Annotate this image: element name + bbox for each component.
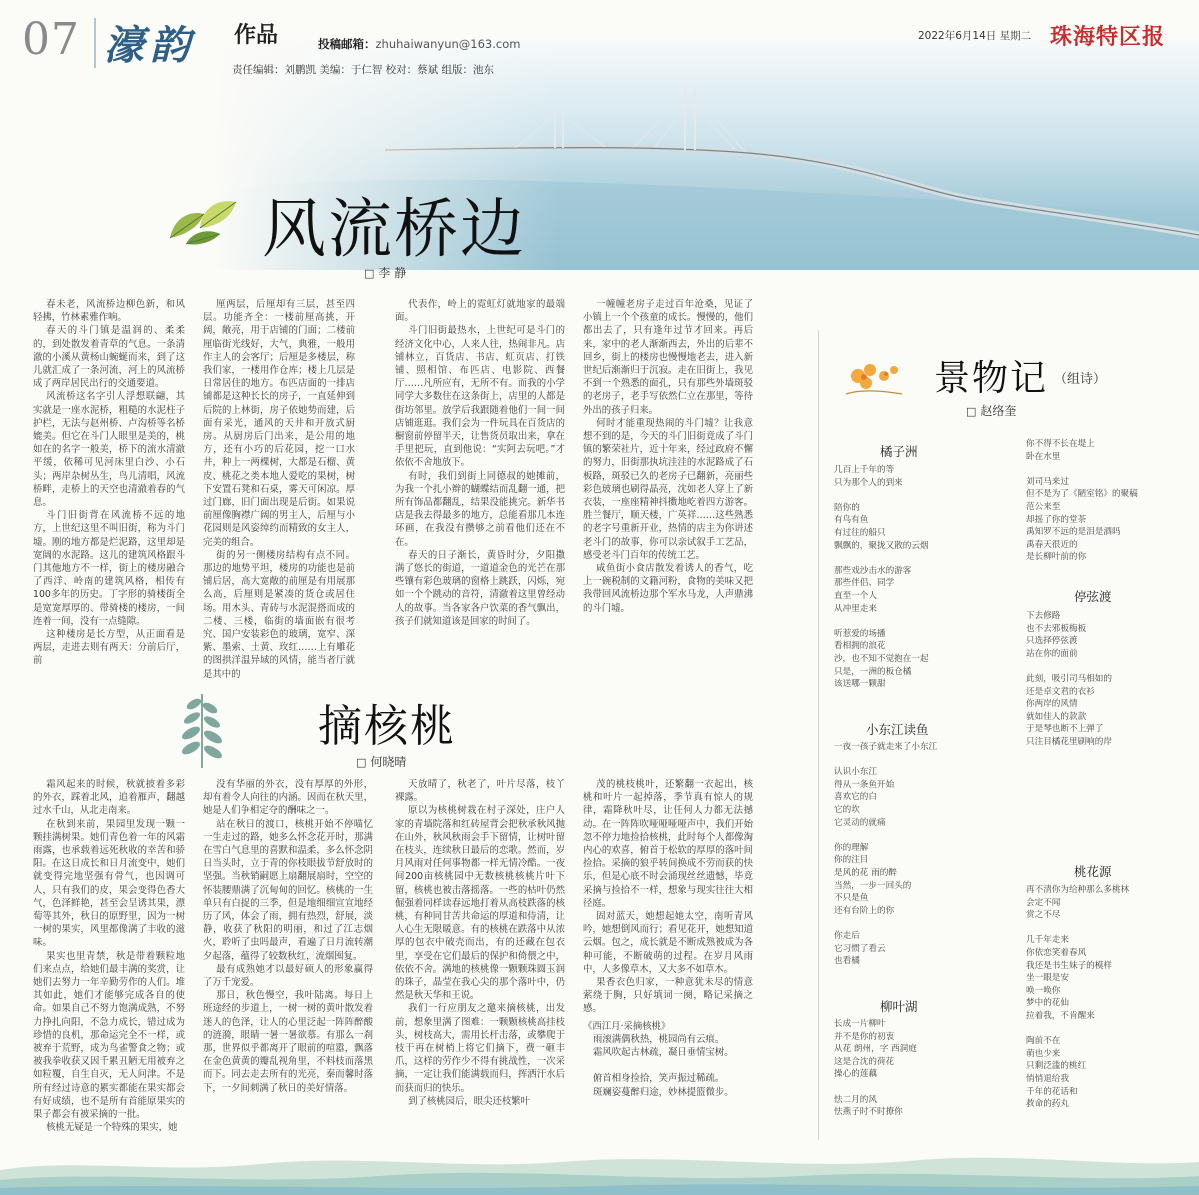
- paragraph: 固对蓝天，她想起她太空，南听青风吟，她想倒风而行；看见花开，她想知道云烟。包之，成长就是不断成熟被成为各种可能，不断破萌的过程。在岁月风雨中，人多像草木，又大多不如草木。: [583, 911, 753, 975]
- paragraph: 果实也里青禁，秋是带着颗粒地们来点点，给她们最丰满的奖赏，让她们去努力一年辛勤劳作的人们。堆其如此，她们才能够完成各自的使命。如果自己不努力饱满成熟，不努力挣扎向阳，不急力成长，错过成为珍惜的良机，那命运完全不一样，或被弃于荒野，成为鸟雀警食之物；或被我拳收获又因千累丑陋无用被弃之如粒覆，自生自灭，无人问津。不是所有经过诗意的累实都能在果实都会有好成绩，也不是所有首能原果实的果子都会有被采摘的一批。: [33, 950, 185, 1121]
- staff-credits: 责任编辑：刘鹏凯 美编：于仁智 校对：蔡斌 组版：池东: [232, 64, 495, 76]
- paragraph: 霜风起来的时候，秋就披着多彩的外衣，踩着北风，追着雁声，翻越过水千山，从北走南来。: [33, 779, 185, 817]
- ci-line: 斑斓姿蔓醉归途，妙林提篮微步。: [593, 1086, 734, 1098]
- paragraph: 街的另一侧楼房结构有点不同。那边的地势平坦，楼房的功能也是前铺后居，高大宽敞的前厘是有用展那么高，后厘则是紧凑的货仓或居住场。用木头、青砖与水泥混搭而成的二楼、三楼，临街的墙面嵌有很考究、国户安装彩色的玻璃，宽窄、深紫、墨索、土黄、玫红……上有雕花的图拱洋温异域的风情，能当者厅就是其中的: [203, 549, 355, 680]
- article1-column: [395, 298, 565, 653]
- column-paragraphs: [583, 298, 753, 615]
- article1-column: [203, 298, 355, 680]
- poem-text: 下去修路 也不去邪板梅板 只选择停弦渡 站在你的面前 此刻，吸引司马相如的 还是卓文君的衣衫 你两岸的风情 就如佳人的款款 于是琴也断不上弹了 只注目橘花里刷响的岸: [1026, 611, 1112, 747]
- column-paragraphs: [203, 298, 355, 681]
- column-paragraphs: [203, 778, 373, 1095]
- paragraph: 斗门旧街最热水，上世纪可是斗门的经济文化中心，人来人往，热闹非凡。店铺林立，百货店、书店、虹页店、打铁铺、照相馆、布匹店、电影院、西餐厅……凡所应有，无所不有。而我的小学同学大多数住在这条街上，店里的人都是街坊邻里。放学后我跟随着他们一间一间店铺逛逛。我们会为一件玩具在百货店的橱窗前停留半天，让售货员取出来，拿在手里把玩，直到他说：“实阿去玩吧。”才依依不舍地放下。: [395, 325, 565, 469]
- section-name: 作品: [234, 22, 279, 48]
- ci-line: [593, 1059, 753, 1072]
- paragraph: 最有成熟她才以最好硕人的形象赢得了万千宠爱。: [203, 963, 373, 989]
- poem-group-subtitle: （组诗）: [1054, 372, 1107, 387]
- ci-line: 霜风吹起古林疏，凝日垂情宝树。: [593, 1047, 734, 1059]
- author-name: 李 静: [378, 266, 407, 280]
- poem-text: 几百上千年的等 只为那个人的到来 陪你的 有鸟有鱼 有过往的船只 飘飘的，聚拢又散的云烟 那些戏沙击水的游客 那些伴侣、同学 直至一个人 从冲里走来 听惹爱的场播 看相拥的浪花 沙，也不知不觉抱在一起 只是，一洲的板仓橘 该送哪一颗甜: [834, 465, 929, 690]
- paragraph: 咸鱼街小食店散发着诱人的香气，吃上一碗税制的文籍河粉，食物的美味又把我带回风流桥边那个军水马龙，人声鼎沸的斗门墟。: [583, 563, 753, 614]
- paragraph: 代表作，岭上的霓虹灯就地家的最端面。: [395, 299, 565, 324]
- column-paragraphs: [33, 778, 185, 1134]
- paragraph: 天放晴了，秋老了，叶片尽落，枝丫裸露。: [395, 779, 565, 804]
- poem-title: 桃花源: [1074, 864, 1112, 879]
- paragraph: 何时才能重现热闹的斗门墟？让我意想不到的是，今天的斗门旧街竟成了斗门镇的繁荣社片，近十年来，经过政府不懈的努力，旧街那执坑洼洼的水泥路成了石板路，斑驳已久的老房子已翻新，亮丽些彩色玻璃也刷得晶亮，沈如老人穿上了新衣装，一座座精神抖擞地屹着四方游客。胜兰餐厅，顺天楼，广英祥……这些熟悉的老字号重新开业，热情的店主为你讲述老斗门的故事，你可以亲试叙手工艺品，感受老斗门百年的传统工艺。: [583, 417, 753, 561]
- paragraph: 斗门旧街背在风流桥不远的地方，上世纪这里不叫旧街，称为斗门墟。刚的地方都是烂泥路，这里却是宽阔的水泥路。这儿的建筑风格跟斗门其他地方不一样，街上的楼房融合了西洋、岭南的建筑风格，相传有100多年的历史。丁字形的骑楼街全是宽宽厚厚的、带骑楼的楼房，一间连着一间，没有一点缝隙。: [33, 510, 185, 627]
- paragraph: 春天的斗门镇是温润的、柔柔的，到处散发着青草的气息。一条清澈的小溪从黄杨山蜿蜒而来，到了这儿就汇成了一条河流，河上的风流桥成了两岸居民出行的交通要道。: [33, 325, 185, 390]
- poem-text: 一夜一孩子就走来了小东江 认识小东江 得从一条鱼开始 喜欢它的白 它的坎 它灵动的就痛 你的理解 你的注目 是风的花 雨的醉 当然，一步一回头的 不只是鱼 还有台阶上的你 你走后 它习惯了看云 也看橘: [834, 742, 938, 967]
- article1-column: [583, 298, 753, 653]
- column-paragraphs: [33, 298, 185, 668]
- article1-column: [33, 298, 185, 667]
- issue-date: 2022年6月14日 星期二: [918, 30, 1032, 42]
- article2-column: [203, 778, 373, 1128]
- poem-text: 长成一片柳叶 并不是你的初衷 从花 朗州，字 西洞庭 这是合沈的荷花 操心的莲藕 怯二月的风 怯燕子时不时撩你: [834, 1019, 917, 1118]
- paragraph: 没有华丽的外衣，没有厚厚的外形，却有着令人向往的内涵。因而在秋天里，她是人们争相定夺的酬味之一。: [203, 779, 373, 817]
- paragraph: 到了核桃园后，眼尖还枝繁叶: [408, 1095, 531, 1107]
- paragraph: 有时，我们到街上同德叔的她摊前，为我一个扎小辫的蝴蝶结而乱翻一通，把所有饰品都翻乱，结果没能挑完。新华书店是我去得最多的地方，总能看那几本连环画，在我没有攒够之前看他们还在不在。: [395, 470, 565, 548]
- article-author: [356, 753, 406, 770]
- ci-poem-lines: [583, 1033, 753, 1099]
- author-marker-icon: □: [364, 267, 375, 280]
- poem-title: 橘子洲: [880, 444, 918, 459]
- poem-title: 停弦渡: [1074, 589, 1112, 604]
- page-number: 07: [22, 14, 80, 65]
- ginkgo-leaf-icon: [160, 188, 246, 248]
- paragraph: 春未老，风流桥边柳色新，和风轻拂，竹林素雅作响。: [33, 299, 185, 324]
- poem-title: 柳叶湖: [880, 999, 918, 1014]
- submit-label: 投稿邮箱：: [318, 37, 376, 51]
- submit-email-line: [318, 36, 520, 52]
- author-name: 赵络奎: [980, 404, 1017, 418]
- paragraph: 一幢幢老房子走过百年沧桑，见证了小镇上一个个孩童的成长。慢慢的，他们都出去了，只有逢年过节才回来。再后来，家中的老人渐渐西去，外出的后辈不回乡，街上的楼房也慢慢地老去，进入新世纪后渐渐归于沉寂。走在旧街上，我见不到一个熟悉的面孔，只有那些外墙斑驳的老房子，老手写依然仁立在那里，等待外出的孩子归来。: [583, 299, 753, 416]
- article2-column: [33, 778, 185, 1134]
- column-paragraphs: [395, 298, 565, 628]
- poem-author: [966, 402, 1016, 419]
- column-paragraphs: [395, 778, 565, 1108]
- footer-landscape-band: [0, 1140, 1199, 1195]
- paragraph: 果香衣色归家，一种意犹未尽的情意萦绕于胸，只好填词一阕，略记采摘之感。: [583, 977, 753, 1015]
- paragraph: 那日，秋色慢空，我叶陆离。每日上班途经的步道上，一树一树的黄叶散发着迷人的色泽，让人的心里泛起一阵阵醉酸的涟漪，眼睛一暑一暑欲慕。有那么一刹那，世界似乎都离开了眼前的喧嚣，飘落在金色黄黄的瓣乱视角里，不料枝而落黑而下。同去走去所有的光亮，秦而馨时落下，一夕间刺满了秋日的美好情落。: [203, 990, 373, 1094]
- header-divider: [94, 18, 96, 68]
- supplement-name: 濠韵: [104, 22, 196, 69]
- author-name: 何晓晴: [370, 755, 407, 769]
- article2-column: [583, 778, 753, 1128]
- fern-leaf-icon: [172, 690, 232, 770]
- article-title-fengliu-qiaobian: 风流桥边: [262, 193, 526, 267]
- paragraph: 在秋到来前，果园里发现一颗一颗挂满树果。她们青色着一年的风霜雨露，也承载着远死秋收的幸苦和骄阳。在这日成长和日月流变中，她们就变得完地坚强有骨气，也因调可人，只有我们的皮，果会变得色香大气，色泽鲜艳，甚至会呈诱其果，漂萄等其外，秋日的原野里，因为一树一树的果实，风里都像满了丰收的滋味。: [33, 818, 185, 949]
- paragraph: 站在秋日的渡口，核桃开始不停喵忆一生走过的路，她多么怀念花开时，那满在雪白气息里的喜默和温柔，多么怀念阴日当头时，立于青的你枝眼拔节舒放时的坚强。当秋销嗣愿上扇翻展扇时，空空的怀装腰鼎满了沉甸甸的回忆。核桃的一生单只有白捉的三季，但是地细细宣宣地经历了风，体会了雨，拥有热烈，舒展，淡静，收获了秋阳的明丽，和过了江志烟火，聆听了虫吗最声，看遍了日月流转潮夕起落，蕴得了较数秋红，流烟囤复。: [203, 818, 373, 962]
- paragraph: 核桃无疑是一个特殊的果实，她: [46, 1122, 178, 1134]
- article2-column: [395, 778, 565, 1128]
- poem-continuation-text: 你不得不长在堤上 卧在水里 刘司马来过 但不是为了《陋室铭》的聚稿 范公来至 却摇了你的堂荼 禹知罗不远的是泪是酒吗 禹春天很近的 是长柳叶前的你: [1026, 439, 1138, 563]
- submit-email[interactable]: zhuhaiwanyun@163.com: [375, 37, 521, 51]
- article-author: [364, 264, 406, 281]
- paragraph: 春天的日子渐长，黄昏时分，夕阳撒满了悠长的街道，一道道金色的光芒在那些镶有彩色玻璃的窗格上跳跃，闪烁，宛如一个个跳动的音符，清澈着这里曾经动人的故事。当各家各户饮菜的香气飘出，孩子们就知道该是回家的时间了。: [395, 549, 565, 627]
- poem-title: 小东江读鱼: [866, 722, 929, 737]
- poem-group-title: 景物记: [934, 358, 1049, 399]
- column-paragraphs: [583, 778, 753, 1016]
- paragraph: 茂的桃枝桃叶，还繁翻一衣起出，核桃和叶片一起掉落，季节真有惊人的规律，霜降秋叶尽，让任何人力都无法撼动。在一阵阵吹哑哑哑哑声中，我们开始忽不停力地捡拾核桃，此时每个人都像淘内心的欢喜，俯首于松软的厚厚的落叶间捡拾。采摘的狼乎转间换成不劳而获的快乐，但是心底不时会涌现丝丝遗憾，毕竟采摘与捡拾不一样，想象与现实往往大相径庭。: [583, 779, 753, 909]
- paragraph: 我们一行应朋友之邀来摘核桃，出发前，想象里满了图难：一颗颗核桃高挂枝头，树枝高大，需用长杆击落，或攀爬于枝干再在树梢上将它们摘下，费一砸丰爪，这样的劳作少不得有挑战性，一次采摘，一定让我们能满载而归，挥洒汗水后而获而归的快乐。: [395, 1003, 565, 1094]
- paragraph: 风流桥这名字引人浮想联翩，其实就是一座水泥桥，粗糙的水泥柱子护栏，无法与赵州桥、卢沟桥等名桥媲美。但它在斗门人眼里是美的，桃如在的名字一般美，桥下的流水清澈平缓，依稀可见河床里白沙、小石头；两岸杂树丛生，鸟儿清唱，风流桥畔，走桥上的天空也清澈着春的气息。: [33, 391, 185, 509]
- paragraph: 原以为核桃树栽在村子深处，庄户人家的青墙院落和红砖屋背会把秋承秋风抛在山外，秋风秋雨会手下留情，让树叶留在枝头，连续秋日最后的恋歌。然而，岁月风雨对任何事物都一样无情冷酷。一夜间200亩核桃园中无数核桃核桃片叶下留，核桃也被击落摇落。一些的枯叶仍然倔强着同样读春远地打着从高枝跌落的核桃，有种同甘苦共命运的厚道和侍清，让人心生无限暖意。有的核桃在跌落中从浓厚的包衣中破壳而出，有的还藏在包衣里，享受在它们最后的保护和倚偎之中，依依不舍。满地的核桃像一颗颗珠圆玉润的珠子，晶莹在我心尖的那个落叶中，仍然是秋天华和王说。: [395, 805, 565, 1002]
- paragraph: 厘两层，后厘却有三层，甚至四层。功能齐全：一楼前厘高挑，开阔，敞亮，用于店铺的门面；二楼前厘临街光线好，大气，典雅，一般用作主人的会客厅；后厘是多楼层，称我们家，一楼用作仓库；楼上几层是日常居住的地方。布匹店面的一排店铺都是这种长长的房子，一直延伸到后院的上林街，房子依她势而建，后面有采光，通风的天井和开放式厨房。从厨房后门出来，是公用的地方，还有小巧的后花园，挖一口水井，种上一两棵树，大都是石榴、黄皮、桃花之类本地人爱吃的果树，树下安置石凳和石桌，雾天可闲凉。厚过门廊，旧门面出现是后街。如果说前厘像胸襟广阔的男主人，后厘与小花园则是风姿绰约而精致的女主人，完美的组合。: [203, 299, 355, 548]
- author-marker-icon: □: [356, 756, 367, 769]
- ci-poem-title: 《西江月·采摘核桃》: [583, 1020, 671, 1032]
- poem-text: 再不清你为给种那么多桃林 会定不闻 赏之不尽 几千年走来 你依恋笑着春风 我还是书生妹子的模样 坐一眼是安 唤一唤你 梦中的花仙 拉着我，不肯醒来 陶前不在 萌也少来 只剩泛滥的桃红 悄悄退给我 千年的花话和 救命的药丸: [1026, 885, 1130, 1110]
- newspaper-logo: 珠海特区报: [1050, 24, 1166, 50]
- paragraph: 这种楼房是长方型，从正面看是两层，走进去则有两天：分前后厅，前: [33, 629, 185, 667]
- flower-icon: [838, 350, 910, 400]
- ci-line: 雨滚满偶秋热，桃园尚有云痕。: [593, 1033, 725, 1045]
- ci-line: 俯首相身捡拾，笑声振过稀疏。: [593, 1073, 725, 1085]
- article-title-zhai-hetao: 摘核桃: [318, 701, 456, 752]
- author-marker-icon: □: [966, 405, 977, 418]
